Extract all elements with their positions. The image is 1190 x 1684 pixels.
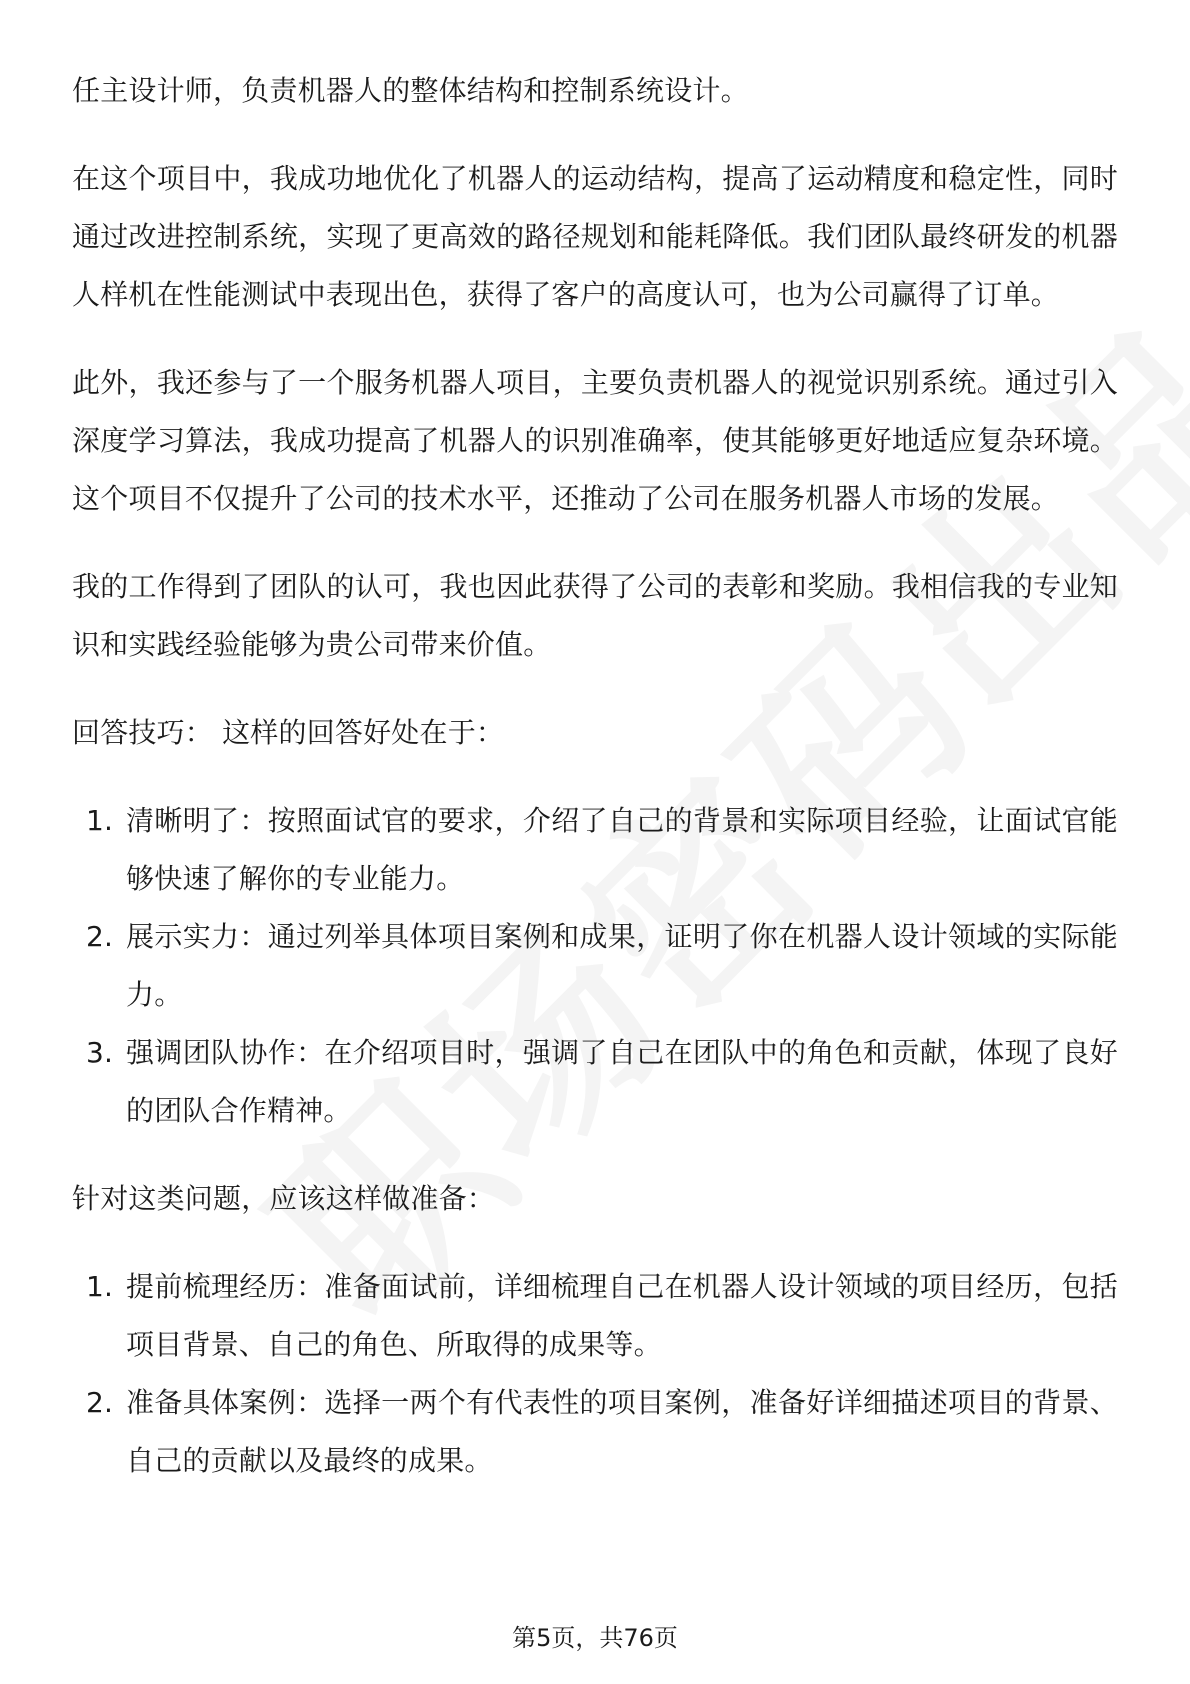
list-item <box>72 1258 1118 1374</box>
list-number: 1. <box>86 1270 114 1303</box>
list-number: 1. <box>86 804 114 837</box>
list-text: 清晰明了：按照面试官的要求，介绍了自己的背景和实际项目经验，让面试官能够快速了解你的专业能力。 <box>126 804 1118 895</box>
list-item <box>72 792 1118 908</box>
prep-list <box>72 1258 1118 1490</box>
list-item <box>72 908 1118 1024</box>
paragraph-role: 任主设计师，负责机器人的整体结构和控制系统设计。 <box>72 74 749 107</box>
list-text: 展示实力：通过列举具体项目案例和成果，证明了你在机器人设计领域的实际能力。 <box>126 920 1118 1011</box>
list-text: 强调团队协作：在介绍项目时，强调了自己在团队中的角色和贡献，体现了良好的团队合作精神。 <box>126 1036 1118 1127</box>
list-number: 3. <box>86 1036 114 1069</box>
list-number: 2. <box>86 920 114 953</box>
page-number: 第5页，共76页 <box>512 1624 678 1652</box>
paragraph-recognition: 我的工作得到了团队的认可，我也因此获得了公司的表彰和奖励。我相信我的专业知识和实践经验能够为贵公司带来价值。 <box>72 570 1118 661</box>
paragraph-project-2: 此外，我还参与了一个服务机器人项目，主要负责机器人的视觉识别系统。通过引入深度学习算法，我成功提高了机器人的识别准确率，使其能够更好地适应复杂环境。这个项目不仅提升了公司的技术水平，还推动了公司在服务机器人市场的发展。 <box>72 366 1118 515</box>
list-text: 提前梳理经历：准备面试前，详细梳理自己在机器人设计领域的项目经历，包括项目背景、自己的角色、所取得的成果等。 <box>126 1270 1118 1361</box>
tips-list <box>72 792 1118 1140</box>
prep-heading: 针对这类问题，应该这样做准备： <box>72 1182 496 1215</box>
list-item <box>72 1024 1118 1140</box>
tips-heading: 回答技巧： 这样的回答好处在于： <box>72 716 505 749</box>
list-text: 准备具体案例：选择一两个有代表性的项目案例，准备好详细描述项目的背景、自己的贡献以及最终的成果。 <box>126 1386 1118 1477</box>
paragraph-project-1: 在这个项目中，我成功地优化了机器人的运动结构，提高了运动精度和稳定性，同时通过改进控制系统，实现了更高效的路径规划和能耗降低。我们团队最终研发的机器人样机在性能测试中表现出色，获得了客户的高度认可，也为公司赢得了订单。 <box>72 162 1118 311</box>
list-number: 2. <box>86 1386 114 1419</box>
document-body <box>72 62 1118 1520</box>
list-item <box>72 1374 1118 1490</box>
